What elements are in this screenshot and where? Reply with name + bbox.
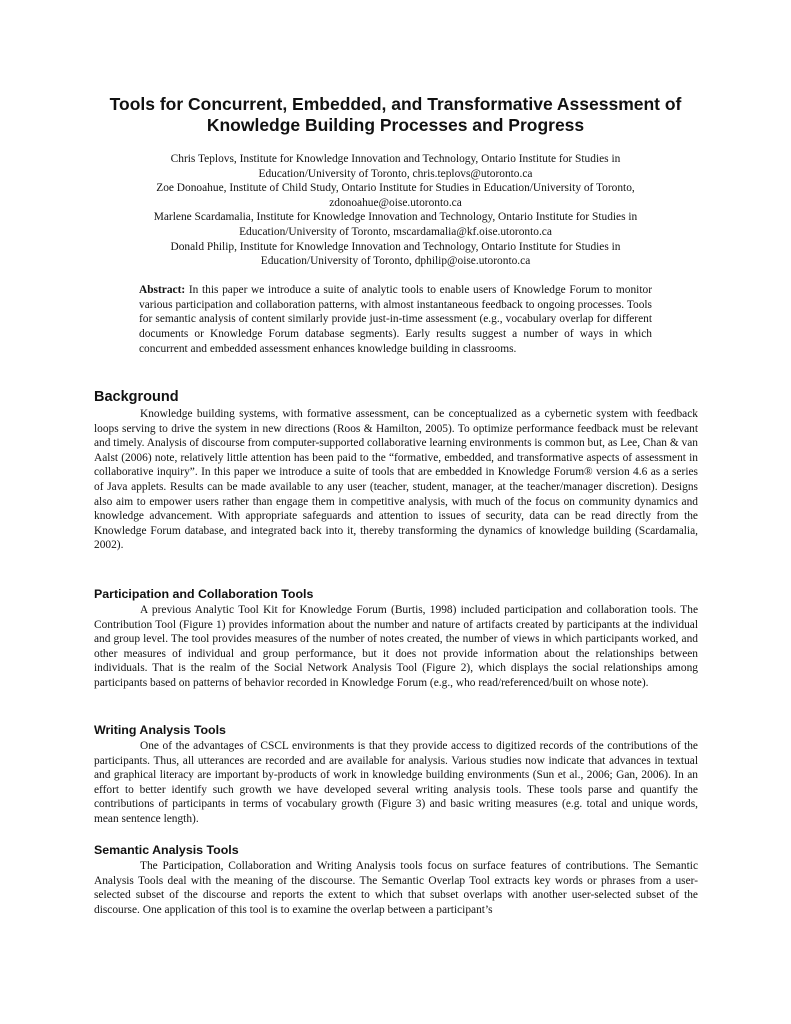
section-heading-background: Background (94, 389, 179, 405)
title-line-2: Knowledge Building Processes and Progress (206, 115, 585, 135)
author-list (80, 152, 711, 269)
author-entry (80, 152, 711, 181)
section-heading-participation: Participation and Collaboration Tools (94, 587, 314, 601)
section-heading-semantic: Semantic Analysis Tools (94, 843, 239, 857)
author-line: zdonoahue@oise.utoronto.ca (329, 196, 462, 209)
author-entry (80, 240, 711, 269)
title-line-1: Tools for Concurrent, Embedded, and Transformative Assessment of (109, 94, 682, 114)
section-body-participation: A previous Analytic Tool Kit for Knowledge Forum (Burtis, 1998) included participation and collaboration tools. The Contribution Tool (Figure 1) provides information about the number and nature of artifacts created by participants at the individual and group level. The tool provides measures of the number of notes created, the number of views in which participants worked, and other measures of individual and group performance, but it does not provide information about the relationships between individuals. That is the realm of the Social Network Analysis Tool (Figure 2), which displays the social relationships among participants based on patterns of behavior recorded in Knowledge Forum (e.g., who read/referenced/built on whose note). (94, 604, 698, 689)
author-line: Education/University of Toronto, dphilip@oise.utoronto.ca (260, 255, 531, 268)
author-line: Education/University of Toronto, chris.teplovs@utoronto.ca (258, 167, 533, 180)
section-body-writing: One of the advantages of CSCL environments is that they provide access to digitized records of the contributions of the participants. Thus, all utterances are recorded and are available for analysis. Various studies now indicate that advances in textual and graphical literacy are important by-products of work in knowledge building environments (Sun et al., 2006; Gan, 2006). In an effort to better identify such growth we have developed several writing analysis tools. These tools parse and quantify the contributions of participants in terms of vocabulary growth (Figure 3) and basic writing measures (e.g. total and unique words, mean sentence length). (94, 740, 698, 825)
author-line: Donald Philip, Institute for Knowledge Innovation and Technology, Ontario Institute for Studies in (170, 240, 621, 253)
author-line: Chris Teplovs, Institute for Knowledge Innovation and Technology, Ontario Institute for Studies in (170, 153, 621, 165)
abstract-text: In this paper we introduce a suite of analytic tools to enable users of Knowledge Forum to monitor various participation and collaboration patterns, with almost instantaneous feedback to ongoing processes. Tools for semantic analysis of content similarly provide just-in-time assessment (e.g., vocabulary overlap for different documents or Knowledge Forum database segments). Early results suggest a number of ways in which concurrent and embedded assessment enhances knowledge building in classrooms. (139, 284, 652, 355)
section-heading-writing: Writing Analysis Tools (94, 723, 226, 737)
author-line: Marlene Scardamalia, Institute for Knowledge Innovation and Technology, Ontario Institute for Studies in (153, 211, 638, 224)
abstract (139, 283, 652, 357)
author-line: Zoe Donoahue, Institute of Child Study, Ontario Institute for Studies in Education/University of Toronto, (156, 182, 635, 195)
abstract-label: Abstract: (139, 284, 186, 296)
section-body-semantic: The Participation, Collaboration and Writing Analysis tools focus on surface features of contributions. The Semantic Analysis Tools deal with the meaning of the discourse. The Semantic Overlap Tool extracts key words or phrases from a user-selected subset of the discourse and reports the extent to which that subset overlaps with another user-selected subset of the discourse. One application of this tool is to examine the overlap between a participant’s (94, 860, 698, 916)
author-line: Education/University of Toronto, mscardamalia@kf.oise.utoronto.ca (239, 225, 552, 238)
author-entry (80, 181, 711, 210)
paper-title (60, 94, 731, 136)
author-entry (80, 210, 711, 239)
section-body-background: Knowledge building systems, with formative assessment, can be conceptualized as a cybernetic system with feedback loops serving to drive the system in new directions (Roos & Hamilton, 2005). To optimize performance feedback must be relevant and timely. Analysis of discourse from computer-supported collaborative learning environments is common but, as Lee, Chan & van Aalst (2006) note, relatively little attention has been paid to the “formative, embedded, and transformative aspects of assessment in collaborative inquiry”. In this paper we introduce a suite of tools that are embedded in Knowledge Forum® version 4.6 as a series of Java applets. Results can be made available to any user (teacher, student, manager, at the teacher/manager discretion). Designs also aim to empower users rather than engage them in competitive analysis, with much of the focus on community dynamics and knowledge advancement. With appropriate safeguards and attention to issues of security, data can be read directly from the Knowledge Forum database, and integrated back into it, thereby transforming the dynamics of knowledge building (Scardamalia, 2002). (94, 408, 698, 552)
